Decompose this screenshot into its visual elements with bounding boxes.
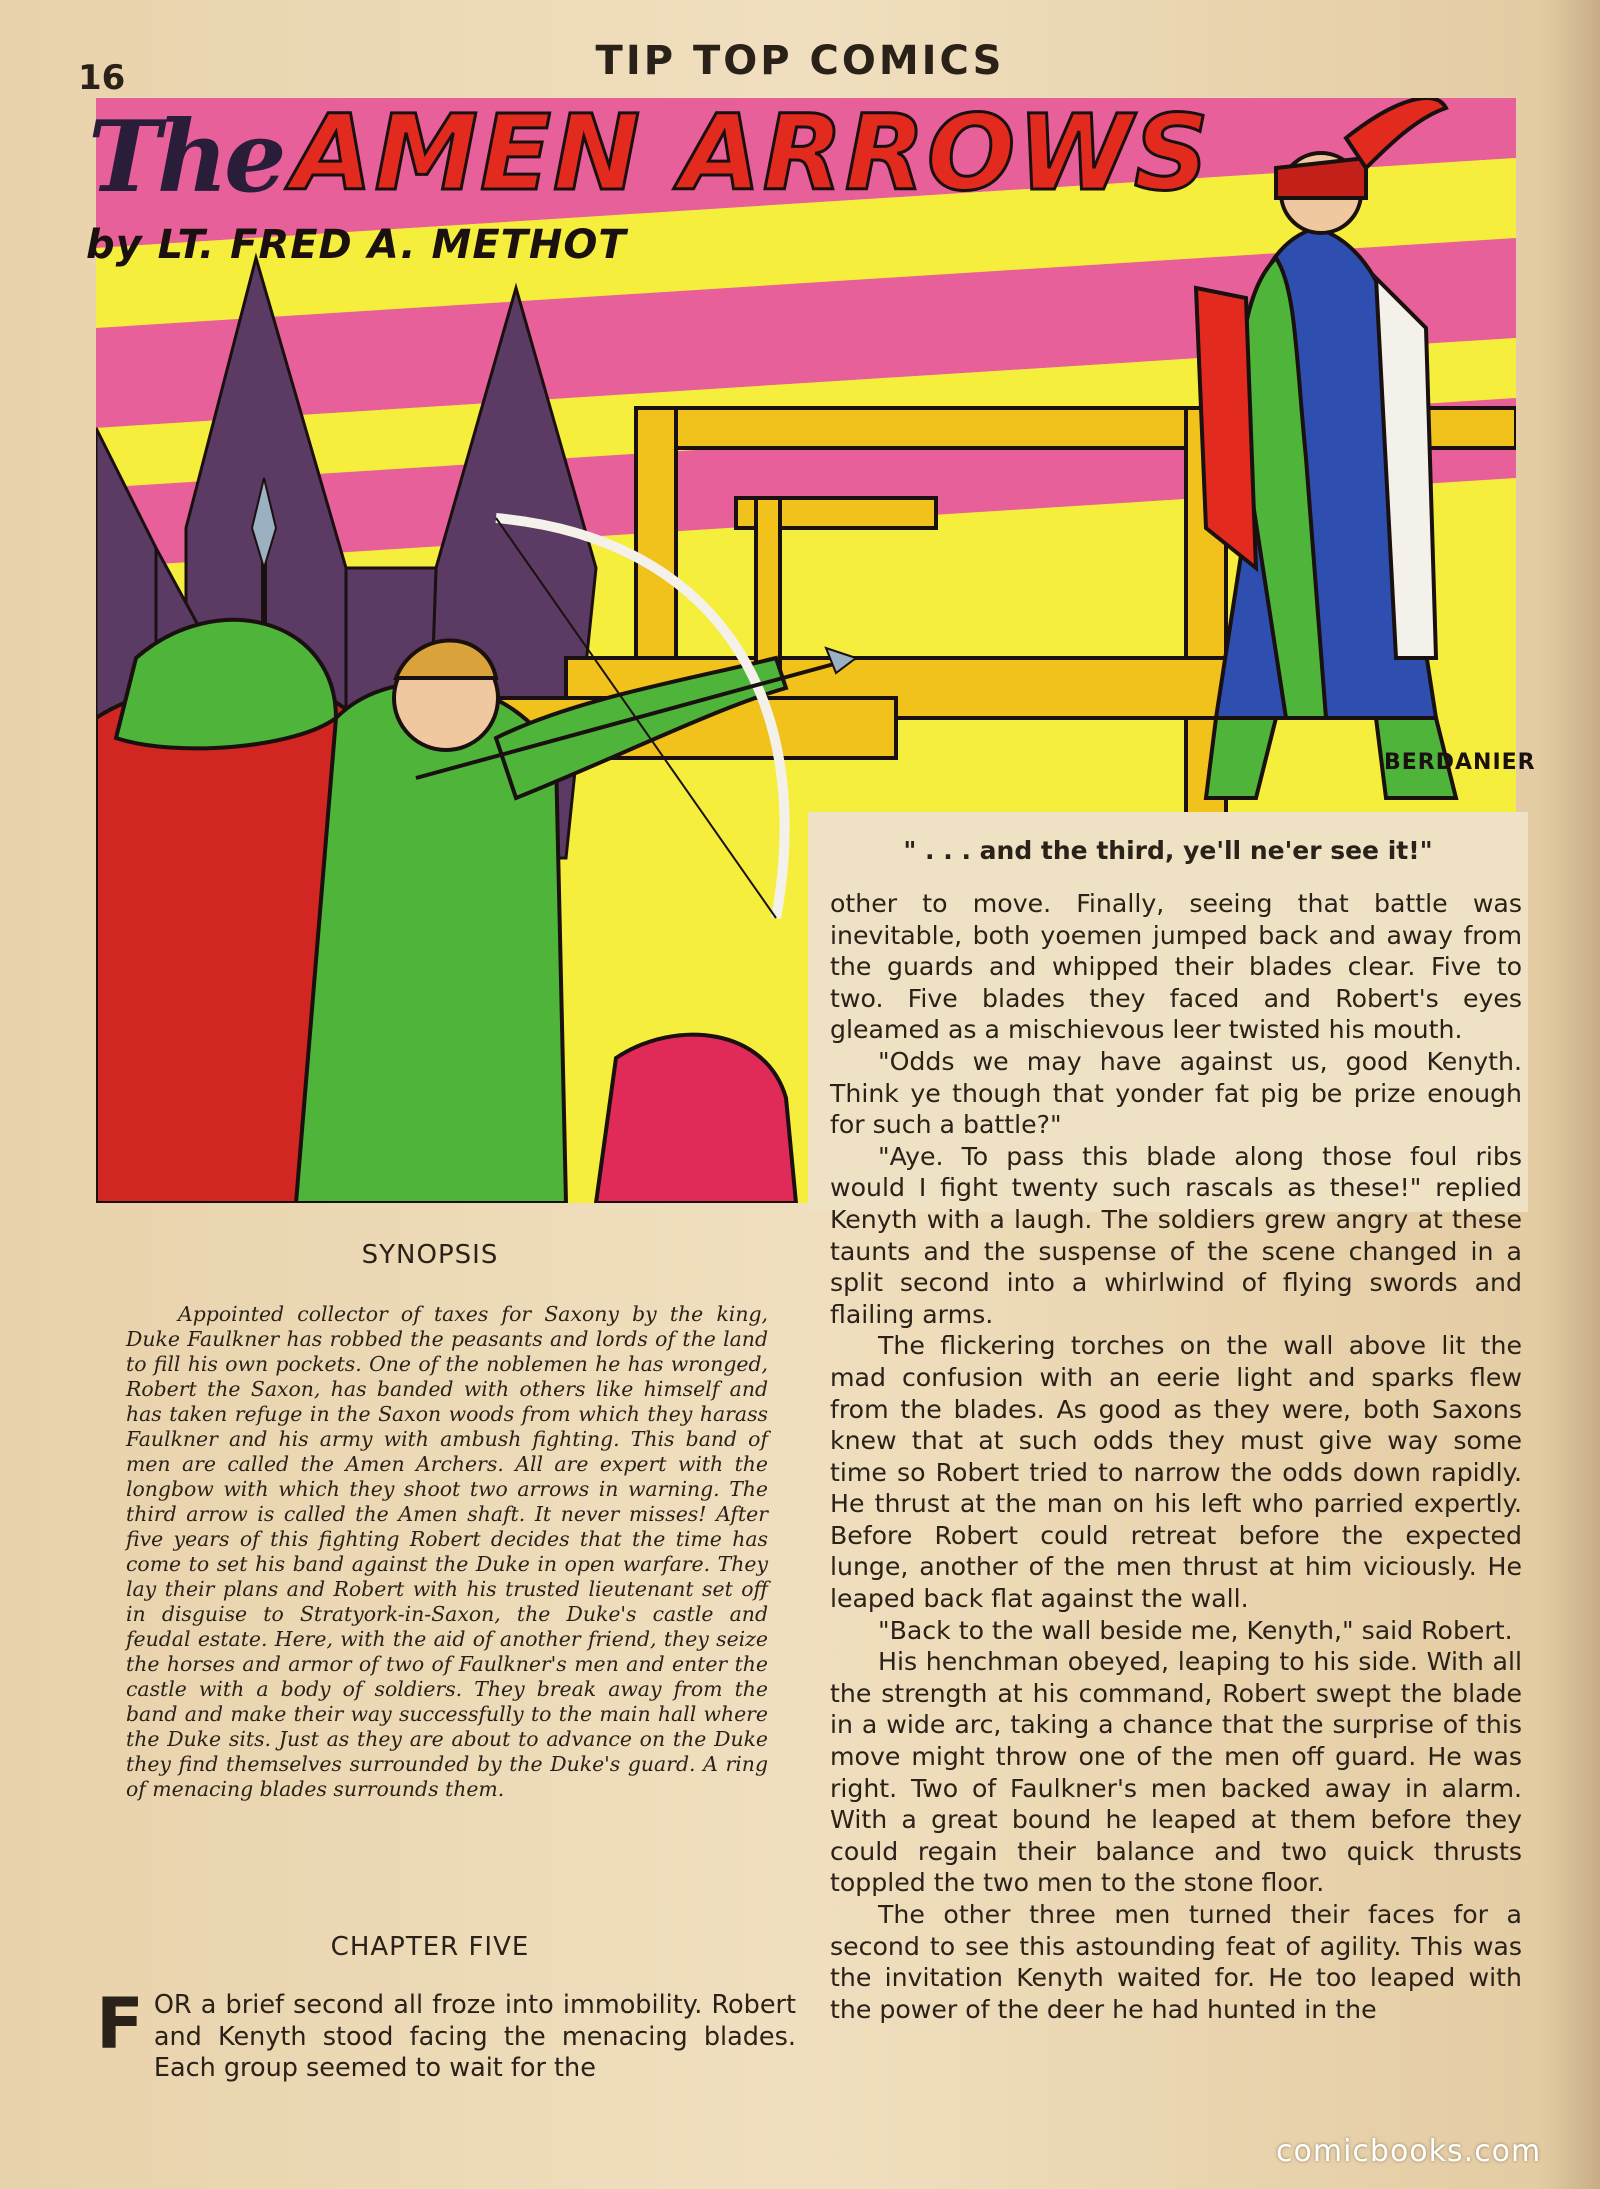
- illustration-caption: " . . . and the third, ye'll ne'er see it!": [903, 836, 1433, 865]
- synopsis-heading: SYNOPSIS: [361, 1240, 499, 1270]
- story-paragraph: His henchman obeyed, leaping to his side. With all the strength at his command, Robert swept the blade in a wide arc, taking a chance that the surprise of this move might throw one of the men off guard. He was right. Two of Faulkner's men backed away in alarm. With a great bound he leaped at them before they could regain their balance and two quick thrusts toppled the two men to the stone floor.: [830, 1647, 1522, 1898]
- artist-signature: BERDANIER: [1384, 750, 1536, 775]
- story-title-prefix: The: [88, 100, 283, 215]
- story-text-column: [830, 888, 1522, 2025]
- story-byline: by LT. FRED A. METHOT: [86, 222, 627, 268]
- story-title: AMEN ARROWS: [292, 92, 1211, 214]
- page-number: 16: [78, 58, 126, 98]
- chapter-opening: [96, 1983, 796, 2085]
- magazine-title: TIP TOP COMICS: [595, 38, 1005, 84]
- story-paragraph: "Odds we may have against us, good Kenyth. Think ye though that yonder fat pig be prize enough for such a battle?": [830, 1046, 1522, 1140]
- story-paragraph: The flickering torches on the wall above lit the mad confusion with an eerie light and sparks flew from the blades. As good as they were, both Saxons knew that at such odds they must give way some time so Robert tried to narrow the odds down rapidly. He thrust at the man on his left who parried expertly. Before Robert could retreat before the expected lunge, another of the men thrust at him viciously. He leaped back flat against the wall.: [830, 1331, 1522, 1614]
- chapter-opening-text: OR a brief second all froze into immobility. Robert and Kenyth stood facing the menacing blades. Each group seemed to wait for the: [153, 1990, 796, 2083]
- chapter-heading: CHAPTER FIVE: [330, 1932, 530, 1962]
- story-paragraph: "Back to the wall beside me, Kenyth," said Robert.: [878, 1615, 1513, 1645]
- story-paragraph: "Aye. To pass this blade along those foul ribs would I fight twenty such rascals as these!" replied Kenyth with a laugh. The soldiers grew angry at these taunts and the suspense of the scene changed in a split second into a whirlwind of flying swords and flailing arms.: [830, 1141, 1522, 1329]
- synopsis-text: Appointed collector of taxes for Saxony by the king, Duke Faulkner has robbed the peasants and lords of the land to fill his own pockets. One of the noblemen he has wronged, Robert the Saxon, has banded with others like himself and has taken refuge in the Saxon woods from which they harass Faulkner and his army with ambush fighting. This band of men are called the Amen Archers. All are expert with the longbow with which they shoot two arrows in warning. The third arrow is called the Amen shaft. It never misses! After five years of this fighting Robert decides that the time has come to set his band against the Duke in open warfare. They lay their plans and Robert with his trusted lieutenant set off in disguise to Stratyork-in-Saxon, the Duke's castle and feudal estate. Here, with the aid of another friend, they seize the horses and armor of two of Faulkner's men and enter the castle with a body of soldiers. They break away from the band and make their way successfully to the main hall where the Duke sits. Just as they are about to advance on the Duke they find themselves surrounded by the Duke's guard. A ring of menacing blades surrounds them.: [126, 1302, 768, 1801]
- story-paragraph: other to move. Finally, seeing that battle was inevitable, both yoemen jumped back and away from the guards and whipped their blades clear. Five to two. Five blades they faced and Robert's eyes gleamed as a mischievous leer twisted his mouth.: [830, 889, 1522, 1045]
- page-edge: [1560, 0, 1600, 2189]
- story-paragraph: The other three men turned their faces for a second to see this astounding feat of agility. This was the invitation Kenyth waited for. He too leaped with the power of the deer he had hunted in the: [830, 1900, 1522, 2024]
- site-watermark: comicbooks.com: [1276, 2134, 1542, 2169]
- drop-cap: F: [96, 1983, 144, 2065]
